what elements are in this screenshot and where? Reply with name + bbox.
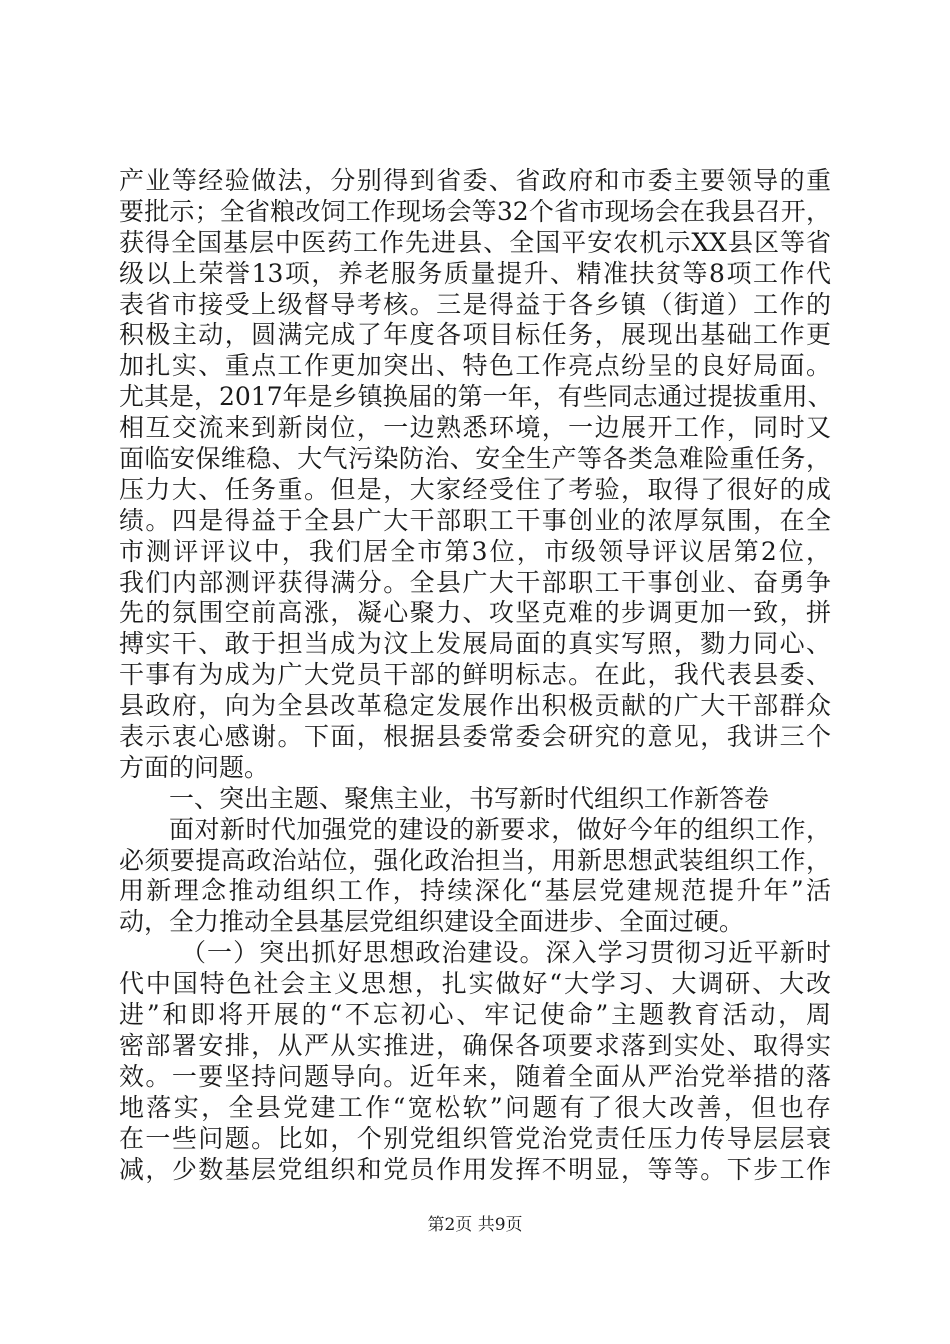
text-line: 用新理念推动组织工作，持续深化“基层党建规范提升年”活 (119, 876, 831, 906)
text-line: 地落实，全县党建工作“宽松软”问题有了很大改善，但也存 (119, 1092, 831, 1122)
text-line: 绩。四是得益于全县广大干部职工干事创业的浓厚氛围，在全 (119, 505, 831, 535)
page-footer: 第2页 共9页 (427, 1215, 523, 1235)
text-line: 面临安保维稳、大气污染防治、安全生产等各类急难险重任务， (119, 444, 831, 474)
text-line: 要批示；全省粮改饲工作现场会等32个省市现场会在我县召开， (119, 196, 831, 226)
text-line: 减，少数基层党组织和党员作用发挥不明显，等等。下步工作 (119, 1154, 831, 1184)
text-line: 一、突出主题、聚焦主业，书写新时代组织工作新答卷 (169, 783, 770, 813)
text-line: 在一些问题。比如，个别党组织管党治党责任压力传导层层衰 (119, 1123, 831, 1153)
text-line: 动，全力推动全县基层党组织建设全面进步、全面过硬。 (119, 907, 745, 937)
text-line: 表示衷心感谢。下面，根据县委常委会研究的意见，我讲三个 (119, 722, 831, 752)
text-line: 表省市接受上级督导考核。三是得益于各乡镇（街道）工作的 (119, 289, 831, 319)
text-line: 加扎实、重点工作更加突出、特色工作亮点纷呈的良好局面。 (119, 351, 831, 381)
text-line: 进”和即将开展的“不忘初心、牢记使命”主题教育活动，周 (119, 1000, 831, 1030)
text-line: 方面的问题。 (119, 752, 270, 782)
text-line: 产业等经验做法，分别得到省委、省政府和市委主要领导的重 (119, 166, 831, 195)
text-line: 必须要提高政治站位，强化政治担当，用新思想武装组织工作， (119, 845, 831, 875)
text-line: 搏实干、敢于担当成为汶上发展局面的真实写照，勠力同心、 (119, 629, 831, 659)
text-line: 压力大、任务重。但是，大家经受住了考验，取得了很好的成 (119, 474, 831, 504)
text-line: 先的氛围空前高涨，凝心聚力、攻坚克难的步调更加一致，拼 (119, 598, 831, 628)
text-line: 市测评评议中，我们居全市第3位，市级领导评议居第2位， (119, 536, 831, 566)
text-line: 获得全国基层中医药工作先进县、全国平安农机示XX县区等省 (119, 227, 831, 257)
text-line: 代中国特色社会主义思想，扎实做好“大学习、大调研、大改 (119, 969, 831, 999)
text-line: 尤其是，2017年是乡镇换届的第一年，有些同志通过提拔重用、 (119, 382, 833, 412)
text-line: 干事有为成为广大党员干部的鲜明标志。在此，我代表县委、 (119, 660, 831, 690)
text-line: 面对新时代加强党的建设的新要求，做好今年的组织工作， (169, 814, 831, 844)
text-line: 级以上荣誉13项，养老服务质量提升、精准扶贫等8项工作代 (119, 258, 831, 288)
body-text (119, 166, 831, 1185)
text-line: 相互交流来到新岗位，一边熟悉环境，一边展开工作，同时又 (119, 413, 831, 443)
text-line: 密部署安排，从严从实推进，确保各项要求落到实处、取得实 (119, 1030, 831, 1060)
text-line: 效。一要坚持问题导向。近年来，随着全面从严治党举措的落 (119, 1061, 831, 1091)
text-line: 我们内部测评获得满分。全县广大干部职工干事创业、奋勇争 (119, 567, 831, 597)
text-line: 积极主动，圆满完成了年度各项目标任务，展现出基础工作更 (119, 320, 831, 350)
text-line: 县政府，向为全县改革稳定发展作出积极贡献的广大干部群众 (119, 691, 831, 721)
text-line: （一）突出抓好思想政治建设。深入学习贯彻习近平新时 (181, 938, 831, 968)
